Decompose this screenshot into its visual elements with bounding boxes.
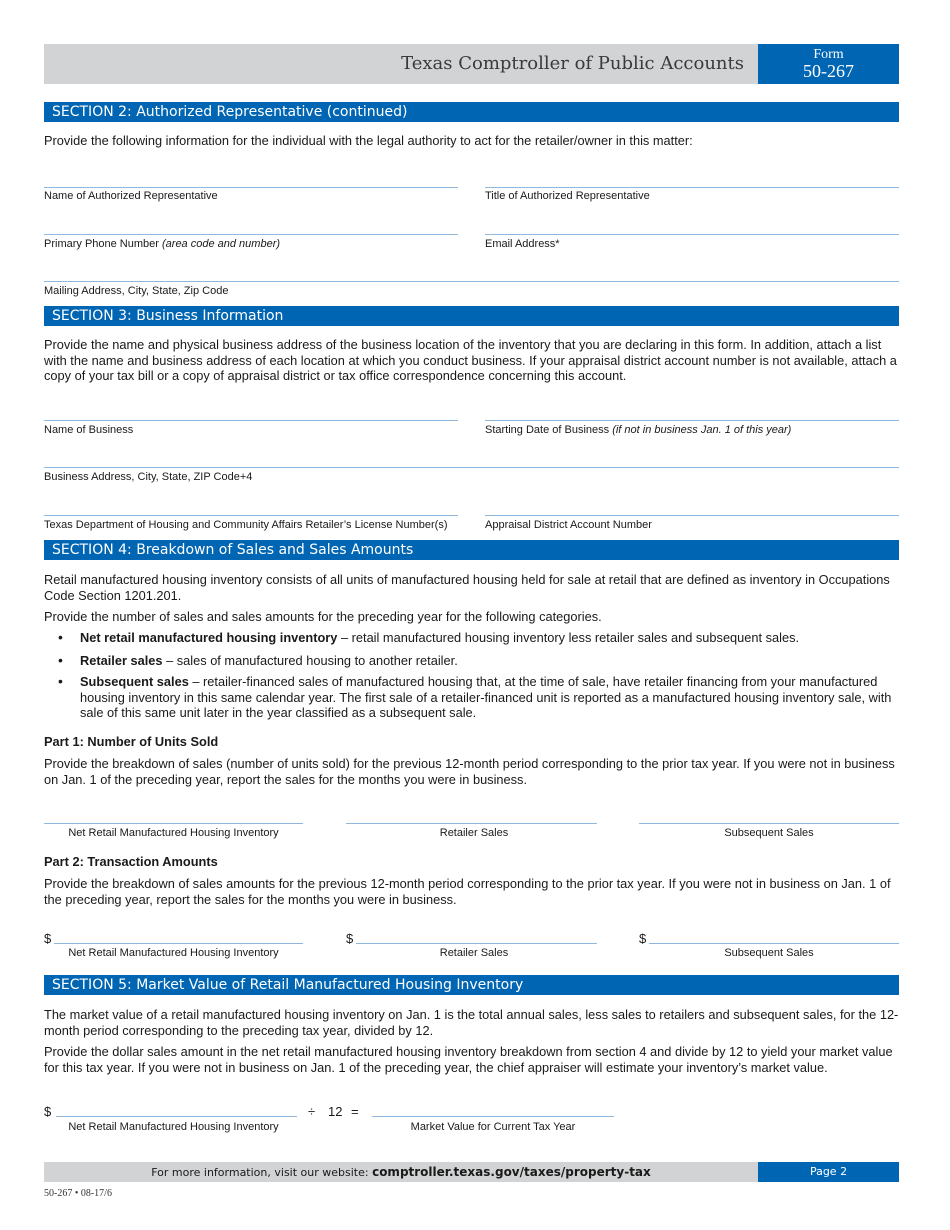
account-number-label: Appraisal District Account Number: [485, 519, 652, 531]
agency-title: Texas Comptroller of Public Accounts: [401, 53, 744, 74]
start-date-label-note: (if not in business Jan. 1 of this year): [612, 424, 792, 436]
bullet-desc: – retailer-financed sales of manufactured housing that, at the time of sale, have retailer financing from your manufactured housing inventory in this same calendar year. The first sale of a retailer-financed unit is reported as a manufactured housing inventory sale, with sale of this same unit later in the year classified as a subsequent sale.: [80, 674, 892, 720]
units-net-retail-label: Net Retail Manufactured Housing Inventory: [68, 827, 279, 839]
phone-field[interactable]: [44, 234, 458, 235]
section3-title: SECTION 3: Business Information: [44, 306, 899, 326]
bullet-desc: – retail manufactured housing inventory less retailer sales and subsequent sales.: [337, 630, 800, 645]
amount-retailer-sales-field[interactable]: [356, 943, 597, 944]
divisor-value: 12: [328, 1104, 343, 1119]
bullet-subsequent-sales: [80, 674, 902, 721]
equals-symbol: =: [351, 1104, 359, 1119]
units-retailer-sales-field[interactable]: [346, 823, 597, 824]
dollar-sign: $: [44, 931, 52, 946]
business-name-label: Name of Business: [44, 424, 134, 436]
section3-intro: Provide the name and physical business address of the business location of the inventory that you are declaring in this form. In addition, attach a list with the name and business address of each location at which you conduct business. If your appraisal district account number is not available, attach a copy of your tax bill or a copy of appraisal district or tax office correspondence concerning this account.: [44, 337, 897, 383]
bullet-desc: – sales of manufactured housing to another retailer.: [162, 653, 458, 668]
amount-subsequent-sales-label: Subsequent Sales: [724, 947, 814, 959]
footer-info-bar: [44, 1162, 758, 1182]
bullet-term: Net retail manufactured housing inventory: [80, 630, 338, 645]
units-subsequent-sales-field[interactable]: [639, 823, 899, 824]
section4-intro1: Retail manufactured housing inventory consists of all units of manufactured housing held for sale at retail that are defined as inventory in Occupations Code Section 1201.201.: [44, 572, 890, 603]
business-address-label: Business Address, City, State, ZIP Code+4: [44, 471, 253, 483]
auth-rep-title-label: Title of Authorized Representative: [485, 190, 650, 202]
dollar-sign: $: [639, 931, 647, 946]
part2-heading: Part 2: Transaction Amounts: [44, 854, 218, 869]
start-date-field[interactable]: [485, 420, 899, 421]
amount-subsequent-sales-field[interactable]: [649, 943, 899, 944]
market-value-label: Market Value for Current Tax Year: [410, 1121, 576, 1133]
amount-net-retail-field[interactable]: [54, 943, 303, 944]
auth-rep-name-label: Name of Authorized Representative: [44, 190, 218, 202]
page-number: Page 2: [758, 1162, 899, 1182]
section2-intro: Provide the following information for the individual with the legal authority to act for the retailer/owner in this matter:: [44, 133, 693, 148]
units-net-retail-field[interactable]: [44, 823, 303, 824]
start-date-label: [485, 424, 791, 437]
section5-text1: The market value of a retail manufactured housing inventory on Jan. 1 is the total annual sales, less sales to retailers and subsequent sales, for the 12-month period corresponding to the preceding tax year, divided by 12.: [44, 1007, 899, 1038]
mailing-address-label: Mailing Address, City, State, Zip Code: [44, 285, 229, 297]
start-date-label-text: Starting Date of Business: [485, 424, 610, 436]
auth-rep-name-field[interactable]: [44, 187, 458, 188]
market-input-label: Net Retail Manufactured Housing Inventory: [68, 1121, 279, 1133]
phone-label-text: Primary Phone Number: [44, 238, 159, 250]
business-address-field[interactable]: [44, 467, 899, 468]
dollar-sign: $: [346, 931, 354, 946]
section4-title: SECTION 4: Breakdown of Sales and Sales Amounts: [44, 540, 899, 560]
footer-info-text: For more information, visit our website:: [151, 1166, 373, 1179]
form-number-box: [758, 44, 899, 84]
section2-title: SECTION 2: Authorized Representative (continued): [44, 102, 899, 122]
part1-text: Provide the breakdown of sales (number of units sold) for the previous 12-month period corresponding to the prior tax year. If you were not in business on Jan. 1 of the preceding year, report the sales for the months you were in business.: [44, 756, 895, 787]
bullet-icon: •: [58, 652, 63, 668]
phone-label-note: (area code and number): [162, 238, 281, 250]
market-input-field[interactable]: [56, 1116, 297, 1117]
auth-rep-title-field[interactable]: [485, 187, 899, 188]
units-subsequent-sales-label: Subsequent Sales: [724, 827, 814, 839]
bullet-net-retail: [80, 630, 902, 646]
dollar-sign: $: [44, 1104, 52, 1119]
phone-label: [44, 238, 280, 251]
email-field[interactable]: [485, 234, 899, 235]
section5-text2: Provide the dollar sales amount in the net retail manufactured housing inventory breakdown from section 4 and divide by 12 to yield your market value for this tax year. If you were not in business on Jan. 1 of the preceding year, the chief appraiser will estimate your inventory’s market value.: [44, 1044, 893, 1075]
bullet-term: Retailer sales: [80, 653, 163, 668]
form-label: Form: [813, 47, 844, 62]
bullet-icon: •: [58, 673, 63, 689]
section4-intro2: Provide the number of sales and sales amounts for the preceding year for the following categories.: [44, 609, 602, 624]
form-revision: 50-267 • 08-17/6: [44, 1188, 112, 1199]
license-number-label: Texas Department of Housing and Community Affairs Retailer’s License Number(s): [44, 519, 448, 531]
amount-retailer-sales-label: Retailer Sales: [439, 947, 509, 959]
units-retailer-sales-label: Retailer Sales: [439, 827, 509, 839]
part2-text: Provide the breakdown of sales amounts for the previous 12-month period corresponding to the prior tax year. If you were not in business on Jan. 1 of the preceding year, report the sales for the months you were in business.: [44, 876, 891, 907]
bullet-retailer-sales: [80, 653, 902, 669]
amount-net-retail-label: Net Retail Manufactured Housing Inventory: [68, 947, 279, 959]
email-label: Email Address*: [485, 238, 560, 250]
account-number-field[interactable]: [485, 515, 899, 516]
mailing-address-field[interactable]: [44, 281, 899, 282]
part1-heading: Part 1: Number of Units Sold: [44, 734, 219, 749]
market-value-result-field[interactable]: [372, 1116, 614, 1117]
footer-website-link[interactable]: comptroller.texas.gov/taxes/property-tax: [372, 1165, 651, 1179]
bullet-icon: •: [58, 629, 63, 645]
form-number: 50-267: [803, 61, 854, 81]
business-name-field[interactable]: [44, 420, 458, 421]
license-number-field[interactable]: [44, 515, 458, 516]
section5-title: SECTION 5: Market Value of Retail Manufactured Housing Inventory: [44, 975, 899, 995]
divide-symbol: ÷: [308, 1104, 316, 1119]
bullet-term: Subsequent sales: [80, 674, 189, 689]
